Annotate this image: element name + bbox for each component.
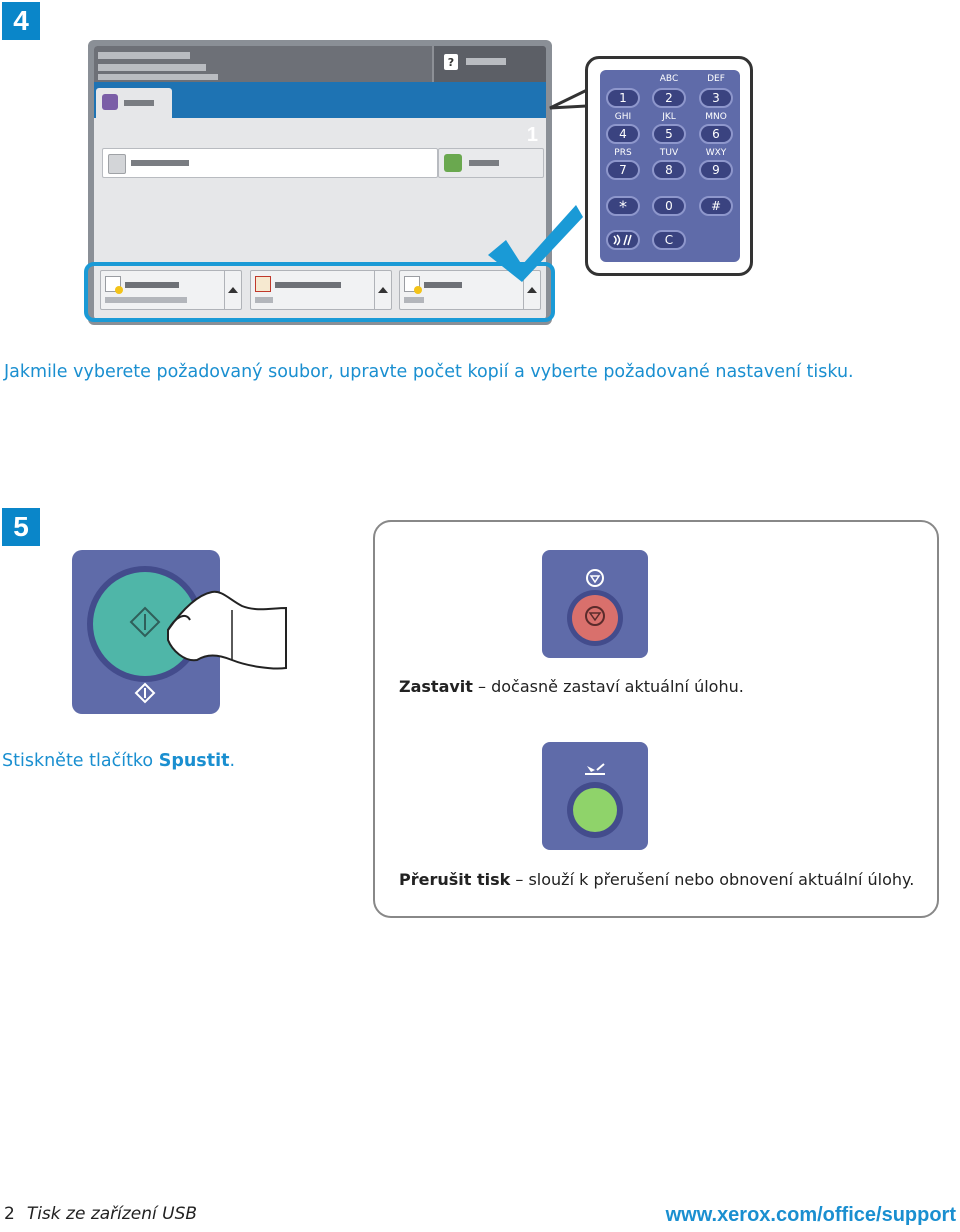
key-hash[interactable]: # xyxy=(699,196,733,216)
stop-button[interactable] xyxy=(572,595,618,641)
key-star[interactable]: * xyxy=(606,196,640,216)
step-4-caption: Jakmile vyberete požadovaný soubor, upravte počet kopií a vyberte požadované nastavení tisku. xyxy=(4,362,854,382)
interrupt-icon xyxy=(585,764,605,774)
printer-icon xyxy=(102,94,118,110)
notes-icon xyxy=(255,276,271,292)
interrupt-button-panel xyxy=(542,742,648,850)
start-button-illustration xyxy=(72,550,302,714)
dial-pause-icon xyxy=(612,234,634,246)
key-2[interactable]: 2 xyxy=(652,88,686,108)
stop-icon xyxy=(587,570,603,586)
dial-pause-key[interactable] xyxy=(606,230,640,250)
up-arrow-icon xyxy=(228,287,238,293)
stop-button-panel xyxy=(542,550,648,658)
key-7[interactable]: 7 xyxy=(606,160,640,180)
help-icon: ? xyxy=(444,54,458,70)
2-sided-option[interactable] xyxy=(250,270,392,310)
document-icon xyxy=(108,154,126,174)
paper-supply-option[interactable] xyxy=(100,270,242,310)
step-5-caption: Stiskněte tlačítko Spustit. xyxy=(2,751,236,771)
key-9[interactable]: 9 xyxy=(699,160,733,180)
footer-page-info: 2 Tisk ze zařízení USB xyxy=(4,1204,198,1224)
paper-icon xyxy=(404,276,420,292)
step-5-badge: 5 xyxy=(2,508,40,546)
status-bar xyxy=(94,46,546,82)
key-8[interactable]: 8 xyxy=(652,160,686,180)
stop-description: Zastavit – dočasně zastaví aktuální úlohu. xyxy=(399,677,744,696)
step-4-badge: 4 xyxy=(2,2,40,40)
print-from-tab[interactable] xyxy=(96,88,172,118)
checkmark-icon xyxy=(480,60,600,290)
key-4[interactable]: 4 xyxy=(606,124,640,144)
search-icon xyxy=(444,154,462,172)
key-5[interactable]: 5 xyxy=(652,124,686,144)
clear-key[interactable]: C xyxy=(652,230,686,250)
interrupt-description: Přerušit tisk – slouží k přerušení nebo obnovení aktuální úlohy. xyxy=(399,870,915,889)
key-0[interactable]: 0 xyxy=(652,196,686,216)
paper-icon xyxy=(105,276,121,292)
numeric-keypad: ABC DEF 1 2 3 GHI JKL MNO 4 5 6 PRS TUV WXY 7 8 9 * 0 # C xyxy=(600,70,740,262)
button-info-box xyxy=(373,520,939,918)
key-6[interactable]: 6 xyxy=(699,124,733,144)
up-arrow-icon xyxy=(378,287,388,293)
support-link[interactable]: www.xerox.com/office/support xyxy=(665,1204,956,1226)
key-1[interactable]: 1 xyxy=(606,88,640,108)
selected-file-field[interactable] xyxy=(102,148,438,178)
interrupt-button[interactable] xyxy=(573,788,617,832)
copies-count: 1 xyxy=(526,124,538,146)
key-3[interactable]: 3 xyxy=(699,88,733,108)
